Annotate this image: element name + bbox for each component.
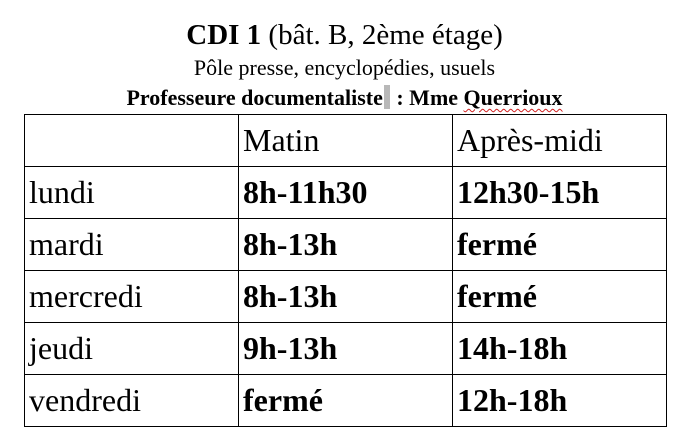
- staff-separator: : Mme: [390, 85, 464, 110]
- matin-cell: 8h-13h: [239, 219, 453, 271]
- day-cell: vendredi: [25, 375, 239, 427]
- day-cell: mercredi: [25, 271, 239, 323]
- table-row: [25, 219, 667, 271]
- schedule-table: [24, 114, 667, 427]
- apres-midi-cell: fermé: [453, 219, 667, 271]
- day-cell: jeudi: [25, 323, 239, 375]
- column-header-matin: Matin: [239, 115, 453, 167]
- apres-midi-cell: fermé: [453, 271, 667, 323]
- table-row: [25, 375, 667, 427]
- document-subtitle: Pôle presse, encyclopédies, usuels: [193, 55, 496, 80]
- text-cursor: [384, 85, 390, 109]
- staff-label: Professeure documentaliste: [126, 85, 383, 110]
- table-row: [25, 323, 667, 375]
- staff-name: Querrioux: [463, 85, 563, 110]
- column-header-apres-midi: Après-midi: [453, 115, 667, 167]
- day-cell: mardi: [25, 219, 239, 271]
- matin-cell: 8h-13h: [239, 271, 453, 323]
- title-bold: CDI 1: [186, 19, 262, 51]
- table-row: [25, 271, 667, 323]
- title-location: (bât. B, 2ème étage): [261, 19, 503, 51]
- staff-line: [0, 85, 689, 111]
- day-cell: lundi: [25, 167, 239, 219]
- apres-midi-cell: 12h-18h: [453, 375, 667, 427]
- document-title: [0, 18, 689, 52]
- matin-cell: fermé: [239, 375, 453, 427]
- apres-midi-cell: 12h30-15h: [453, 167, 667, 219]
- apres-midi-cell: 14h-18h: [453, 323, 667, 375]
- table-row: [25, 167, 667, 219]
- matin-cell: 8h-11h30: [239, 167, 453, 219]
- column-header-empty: [25, 115, 239, 167]
- matin-cell: 9h-13h: [239, 323, 453, 375]
- table-header-row: [25, 115, 667, 167]
